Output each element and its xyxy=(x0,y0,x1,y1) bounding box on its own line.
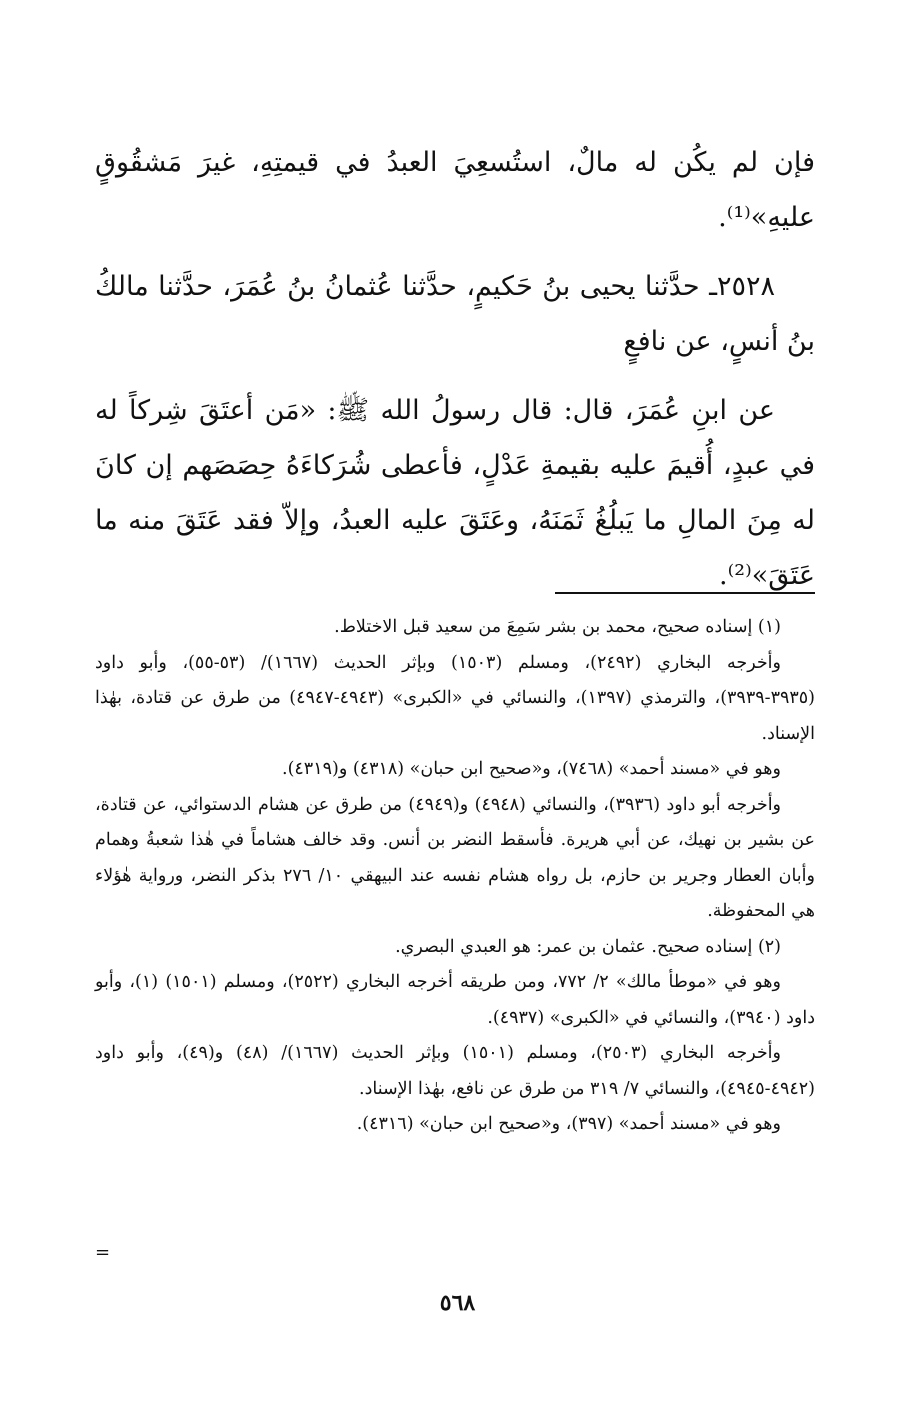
continuation-mark: = xyxy=(95,1242,111,1263)
footnote-2-muwatta: وهو في «موطأ مالك» ٢/ ٧٧٢، ومن طريقه أخرجه البخاري (٢٥٢٢)، ومسلم (١٥٠١) (١)، وأبو داود (٣٩٤٠)، والنسائي في «الكبرى» (٤٩٣٧). xyxy=(95,972,815,1028)
paragraph-continuation: فإن لم يكُن له مالٌ، استُسعِيَ العبدُ في قيمتِهِ، غيرَ مَشقُوقٍ عليهِ»⁽¹⁾. xyxy=(95,147,815,233)
footnote-2-takhrij: وأخرجه البخاري (٢٥٠٣)، ومسلم (١٥٠١) وبإثر الحديث (١٦٦٧)/ (٤٨) و(٤٩)، وأبو داود (٤٩٤٢-٤٩٤٥)، والنسائي ٧/ ٣١٩ من طرق عن نافع، بهٰذا الإسناد. xyxy=(95,1043,815,1099)
footnote-1: (١) إسناده صحيح، محمد بن بشر سَمِعَ من سعيد قبل الاختلاط. xyxy=(334,617,781,637)
footnote-1-note: وأخرجه أبو داود (٣٩٣٦)، والنسائي (٤٩٤٨) و(٤٩٤٩) من طرق عن هشام الدستوائي، عن قتادة، عن بشير بن نهيك، عن أبي هريرة. فأسقط النضر بن أنس. وقد خالف هشاماً في هٰذا شعبةُ وهمام وأبان العطار وجرير بن حازم، بل رواه هشام نفسه عند البيهقي ١٠/ ٢٧٦ بذكر النضر، ورواية هٰؤلاء هي المحفوظة. xyxy=(95,794,815,921)
footnote-1-takhrij: وأخرجه البخاري (٢٤٩٢)، ومسلم (١٥٠٣) وبإثر الحديث (١٦٦٧)/ (٥٣-٥٥)، وأبو داود (٣٩٣٥-٣٩٣٩)، والترمذي (١٣٩٧)، والنسائي في «الكبرى» (٤٩٤٣-٤٩٤٧) من طرق عن قتادة، بهٰذا الإسناد. xyxy=(95,652,815,744)
footnote-1-musnad: وهو في «مسند أحمد» (٧٤٦٨)، و«صحيح ابن حبان» (٤٣١٨) و(٤٣١٩). xyxy=(282,759,781,779)
page-number: ٥٦٨ xyxy=(439,1290,476,1316)
hadith-text-2528: عن ابنِ عُمَرَ، قال: قال رسولُ الله ﷺ: «مَن أعتَقَ شِركاً له في عبدٍ، أُقيمَ عليه بقيمةِ عَدْلٍ، فأعطى شُرَكاءَهُ حِصَصَهم إن كانَ له مِنَ المالِ ما يَبلُغُ ثَمَنَهُ، وعَتَقَ عليه العبدُ، وإلاّ فقد عَتَقَ منه ما عَتَقَ»⁽²⁾. xyxy=(95,395,815,591)
hadith-chain-2528: ٢٥٢٨ـ حدَّثنا يحيى بنُ حَكيمٍ، حدَّثنا عُثمانُ بنُ عُمَرَ، حدَّثنا مالكُ بنُ أنسٍ، عن نافعٍ xyxy=(95,271,815,357)
main-text xyxy=(95,135,815,603)
footnote-2-musnad: وهو في «مسند أحمد» (٣٩٧)، و«صحيح ابن حبان» (٤٣١٦). xyxy=(356,1114,781,1134)
footnotes xyxy=(95,610,815,1143)
footnote-separator xyxy=(555,592,815,594)
footnote-2: (٢) إسناده صحيح. عثمان بن عمر: هو العبدي البصري. xyxy=(395,936,781,957)
